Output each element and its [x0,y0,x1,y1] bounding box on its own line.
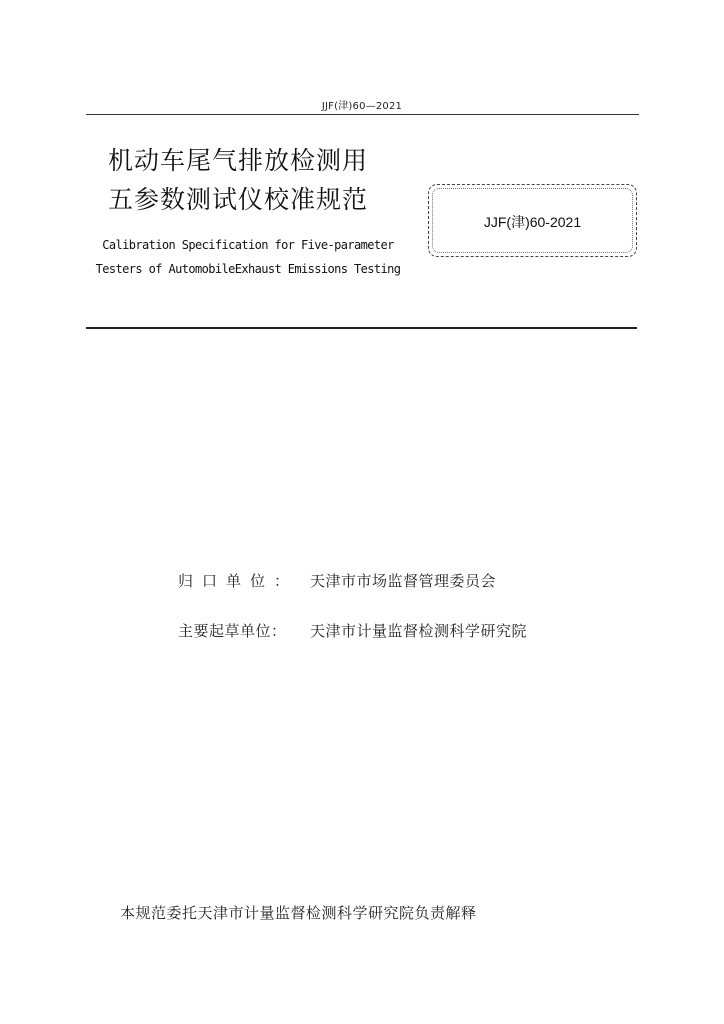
drafting-unit-value: 天津市计量监督检测科学研究院 [310,622,528,640]
drafting-unit-row [178,620,527,641]
header-divider [86,114,639,115]
title-english-line-2: Testers of AutomobileExhaust Emissions Testing [95,262,401,276]
header-standard-code: JJF(津)60—2021 [321,101,403,112]
standard-code-box [428,184,637,257]
title-english-line-1: Calibration Specification for Five-parameter [102,238,394,252]
standard-code-box-text: JJF(津)60-2021 [483,214,582,230]
centralized-unit-label: 归口单位： [178,572,299,590]
title-chinese-line-1: 机动车尾气排放检测用 [108,146,369,175]
interpretation-note: 本规范委托天津市计量监督检测科学研究院负责解释 [120,904,477,922]
centralized-unit-row [178,570,496,591]
drafting-unit-label: 主要起草单位： [178,622,287,640]
centralized-unit-value: 天津市市场监督管理委员会 [310,572,497,590]
title-chinese-line-2: 五参数测试仪校准规范 [108,185,369,214]
main-divider [86,327,637,329]
